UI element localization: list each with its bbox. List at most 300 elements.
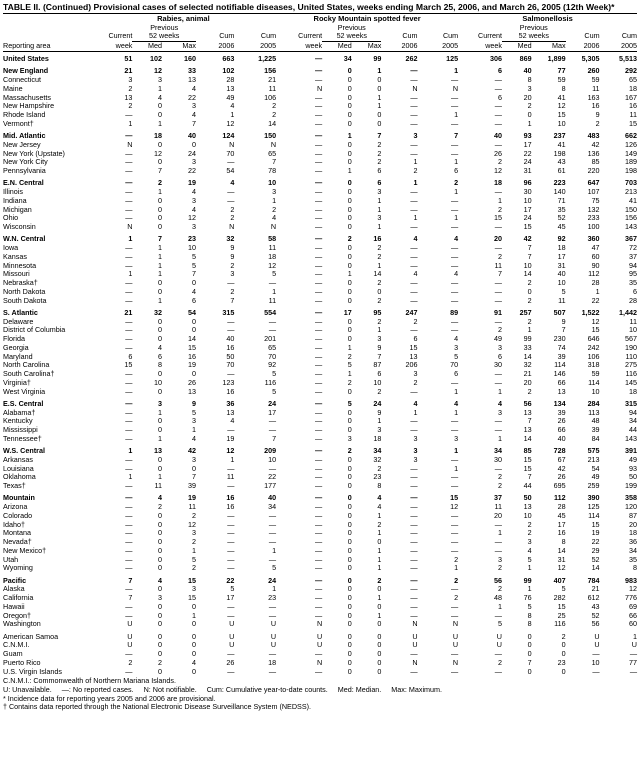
- cell-value: 2: [527, 101, 532, 111]
- cell-value: 292: [625, 66, 637, 76]
- cell-value: 2: [497, 472, 502, 482]
- cell-value: 0: [158, 204, 163, 214]
- cell-value: —: [494, 463, 502, 473]
- cell-value: 0: [192, 666, 196, 676]
- cell-value: 0: [192, 369, 196, 379]
- cell-value: 2: [413, 377, 418, 387]
- cell-value: 1: [527, 584, 532, 594]
- cell-value: 4: [454, 334, 459, 344]
- cell-value: 0: [527, 666, 532, 676]
- cell-value: 2: [128, 83, 133, 93]
- cell-value: 28: [226, 75, 235, 85]
- cell-value: —: [450, 545, 459, 555]
- cell-value: 85: [523, 446, 532, 456]
- cell-value: 1: [347, 342, 352, 352]
- cell-value: 1: [595, 286, 600, 296]
- cell-value: 30: [493, 454, 502, 464]
- cell-value: 106: [264, 92, 277, 102]
- cell-value: 8: [158, 360, 163, 370]
- cell-value: 3: [497, 407, 502, 417]
- cell-value: 1: [158, 295, 163, 305]
- cell-value: 1: [377, 510, 382, 520]
- cell-value: 143: [625, 433, 637, 443]
- cell-value: 6: [413, 334, 418, 344]
- year-2005-label: 2005: [234, 41, 276, 51]
- area-name: Alabama†: [3, 408, 36, 417]
- cell-value: 163: [587, 92, 600, 102]
- cell-value: 0: [158, 631, 163, 641]
- cell-value: —: [227, 316, 235, 326]
- cell-value: 22: [226, 575, 235, 585]
- cell-value: 2: [377, 575, 382, 585]
- cell-value: 0: [158, 519, 163, 529]
- cell-value: —: [314, 178, 323, 188]
- page: [3, 2, 637, 712]
- area-name: Alaska: [3, 585, 25, 594]
- cell-value: 1: [497, 601, 502, 611]
- cell-value: 360: [587, 234, 600, 244]
- cell-value: 12: [226, 118, 235, 128]
- area-name: New Jersey: [3, 140, 41, 149]
- cell-value: —: [314, 157, 323, 167]
- cell-value: 0: [347, 554, 352, 564]
- cell-value: 11: [558, 295, 566, 305]
- cell-value: —: [410, 666, 418, 676]
- cell-value: 29: [591, 545, 600, 555]
- cell-value: 1: [454, 110, 459, 120]
- cell-value: —: [410, 325, 418, 335]
- cell-value: 12: [226, 446, 235, 456]
- cell-value: 0: [158, 601, 163, 611]
- cell-value: 1,225: [258, 54, 277, 64]
- med-label: Med: [502, 41, 532, 51]
- cell-value: 20: [493, 234, 502, 244]
- cell-value: —: [268, 416, 277, 426]
- cell-value: 1: [377, 325, 382, 335]
- cell-value: 52: [591, 610, 600, 620]
- cell-value: 11: [188, 502, 196, 512]
- cell-value: 150: [625, 204, 637, 214]
- cell-value: 2: [230, 260, 235, 270]
- cell-value: 0: [377, 537, 382, 547]
- table-header: [3, 13, 637, 51]
- cell-value: 0: [347, 601, 352, 611]
- cell-value: 4: [192, 187, 196, 197]
- cell-value: 35: [557, 204, 566, 214]
- cell-value: U: [127, 619, 133, 629]
- cell-value: 11: [629, 110, 637, 120]
- year-2006-label: 2006: [566, 41, 600, 51]
- area-name: Mountain: [3, 494, 35, 503]
- cell-value: 22: [268, 472, 277, 482]
- cell-value: —: [314, 554, 323, 564]
- cell-value: U: [452, 631, 459, 641]
- footnote: * Incidence data for reporting years 2005 and 2006 are provisional.: [3, 693, 216, 703]
- cell-value: 12: [493, 166, 502, 176]
- cell-value: 15: [409, 342, 418, 352]
- cell-value: —: [227, 481, 235, 491]
- cell-value: —: [268, 537, 277, 547]
- cell-value: 2: [230, 213, 235, 223]
- cell-value: 0: [347, 619, 352, 629]
- cell-value: —: [125, 260, 133, 270]
- footnotes: [3, 677, 637, 712]
- cell-value: —: [125, 325, 133, 335]
- cell-value: 2: [454, 593, 459, 603]
- cell-value: 0: [158, 454, 163, 464]
- cell-value: 0: [192, 640, 196, 650]
- area-name: Idaho†: [3, 520, 25, 529]
- cell-value: 3: [377, 187, 382, 197]
- area-name: Arizona: [3, 503, 28, 512]
- cell-value: —: [314, 398, 323, 408]
- cell-value: 2: [413, 316, 418, 326]
- cell-value: 15: [591, 325, 600, 335]
- cell-value: 646: [587, 334, 600, 344]
- area-name: Guam: [3, 650, 23, 659]
- cell-value: 1: [454, 463, 459, 473]
- cell-value: —: [410, 92, 418, 102]
- cell-value: 16: [226, 502, 235, 512]
- cell-value: N: [127, 222, 133, 232]
- cell-value: —: [227, 187, 235, 197]
- cell-value: 7: [192, 269, 196, 279]
- cell-value: 2: [377, 243, 382, 253]
- cell-value: —: [125, 493, 133, 503]
- cell-value: —: [125, 178, 133, 188]
- cell-value: 41: [629, 195, 637, 205]
- cell-value: 23: [557, 657, 566, 667]
- cell-value: 91: [493, 307, 502, 317]
- cell-value: 31: [523, 166, 532, 176]
- cell-value: 0: [347, 657, 352, 667]
- cell-value: 1: [128, 472, 133, 482]
- cell-value: 42: [523, 234, 532, 244]
- cell-value: 0: [347, 510, 352, 520]
- cell-value: 4: [272, 213, 277, 223]
- week-label: week: [91, 41, 133, 51]
- cell-value: —: [125, 463, 133, 473]
- cell-value: 703: [625, 178, 637, 188]
- cell-value: 6: [158, 351, 163, 361]
- cell-value: 6: [454, 166, 459, 176]
- cell-value: —: [450, 584, 459, 594]
- cell-value: —: [125, 213, 133, 223]
- cell-value: 11: [154, 481, 163, 491]
- cell-value: N: [229, 222, 235, 232]
- table-row: [3, 167, 637, 176]
- cell-value: 282: [553, 593, 566, 603]
- cell-value: 233: [587, 213, 600, 223]
- cell-value: 95: [373, 307, 382, 317]
- cell-value: —: [450, 666, 459, 676]
- cell-value: 12: [629, 584, 637, 594]
- cell-value: —: [450, 148, 459, 158]
- cell-value: 30: [523, 187, 532, 197]
- cell-value: —: [494, 222, 502, 232]
- cell-value: —: [450, 610, 459, 620]
- cell-value: 1: [377, 66, 382, 76]
- cell-value: 40: [493, 131, 502, 141]
- cell-value: 25: [557, 610, 566, 620]
- cell-value: 15: [523, 222, 532, 232]
- current-label: Current: [108, 31, 133, 41]
- area-name: Ohio: [3, 214, 19, 223]
- cell-value: 61: [557, 166, 566, 176]
- cell-value: 7: [128, 575, 133, 585]
- cell-value: 1: [497, 433, 502, 443]
- cell-value: 34: [629, 416, 637, 426]
- cell-value: 11: [268, 243, 277, 253]
- cell-value: 2: [347, 446, 352, 456]
- cell-value: N: [270, 222, 277, 232]
- cell-value: 198: [625, 166, 637, 176]
- cell-value: 1: [128, 118, 133, 128]
- cell-value: 1: [272, 286, 277, 296]
- cell-value: 21: [124, 66, 133, 76]
- cell-value: —: [494, 316, 502, 326]
- cell-value: 0: [347, 195, 352, 205]
- cell-value: 0: [527, 631, 532, 641]
- cell-value: —: [227, 537, 235, 547]
- cell-value: 6: [377, 178, 382, 188]
- cell-value: 150: [264, 131, 277, 141]
- cell-value: —: [125, 584, 133, 594]
- cell-value: —: [314, 286, 323, 296]
- cell-value: 89: [450, 307, 459, 317]
- cell-value: 74: [557, 342, 566, 352]
- cell-value: 3: [454, 433, 459, 443]
- cell-value: 132: [587, 204, 600, 214]
- area-name: Delaware: [3, 317, 34, 326]
- cell-value: 8: [527, 619, 532, 629]
- cell-value: —: [227, 195, 235, 205]
- cell-value: 1: [128, 234, 133, 244]
- cell-value: 56: [523, 398, 532, 408]
- cell-value: 4: [192, 286, 196, 296]
- cell-value: —: [450, 416, 459, 426]
- cell-value: 0: [377, 631, 382, 641]
- cell-value: 2: [377, 157, 382, 167]
- cell-value: —: [125, 316, 133, 326]
- cell-value: 1: [158, 83, 163, 93]
- cell-value: U: [127, 640, 133, 650]
- cell-value: 7: [128, 593, 133, 603]
- cell-value: —: [314, 601, 323, 611]
- area-name: Wisconsin: [3, 223, 36, 232]
- cell-value: 65: [268, 148, 277, 158]
- cell-value: —: [314, 481, 323, 491]
- cell-value: 0: [347, 584, 352, 594]
- cell-value: 11: [494, 502, 502, 512]
- cell-value: 19: [188, 178, 196, 188]
- cell-value: 177: [264, 481, 277, 491]
- cell-value: 4: [527, 545, 532, 555]
- cell-value: —: [410, 610, 418, 620]
- cell-value: 2: [497, 157, 502, 167]
- cell-value: 24: [268, 398, 277, 408]
- cell-value: —: [125, 528, 133, 538]
- cell-value: 60: [629, 619, 637, 629]
- cell-value: 1: [497, 528, 502, 538]
- cell-value: 99: [523, 575, 532, 585]
- cell-value: —: [314, 204, 323, 214]
- cell-value: 12: [188, 519, 196, 529]
- year-2006-label: 2006: [381, 41, 417, 51]
- area-name: E.S. Central: [3, 399, 44, 408]
- cell-value: 0: [347, 610, 352, 620]
- cell-value: —: [450, 278, 459, 288]
- cell-value: 14: [188, 334, 196, 344]
- area-name: Washington: [3, 620, 41, 629]
- cell-value: 7: [527, 657, 532, 667]
- cell-value: —: [494, 139, 502, 149]
- cell-value: —: [314, 251, 323, 261]
- cell-value: 2: [272, 204, 277, 214]
- cell-value: 2: [230, 204, 235, 214]
- table-row: [3, 564, 637, 573]
- cell-value: 17: [226, 593, 235, 603]
- med-label: Med: [322, 41, 352, 51]
- cell-value: —: [314, 187, 323, 197]
- cell-value: —: [314, 584, 323, 594]
- cell-value: 4: [158, 493, 163, 503]
- cell-value: —: [125, 342, 133, 352]
- cell-value: 2: [497, 204, 502, 214]
- cell-value: 116: [264, 377, 277, 387]
- cell-value: 209: [264, 446, 277, 456]
- cell-value: 3: [158, 398, 163, 408]
- cell-value: 156: [264, 66, 277, 76]
- cell-value: 0: [347, 148, 352, 158]
- cell-value: 4: [230, 101, 235, 111]
- cell-value: 0: [347, 472, 352, 482]
- cell-value: 7: [158, 166, 163, 176]
- cell-value: 1: [527, 563, 532, 573]
- cell-value: —: [450, 295, 459, 305]
- cell-value: 36: [226, 398, 235, 408]
- cell-value: 2: [347, 234, 352, 244]
- cell-value: 66: [557, 425, 566, 435]
- weeks52-label: 52 weeks: [322, 32, 381, 41]
- cell-value: 26: [493, 148, 502, 158]
- cell-value: 4: [192, 83, 196, 93]
- cell-value: 17: [557, 251, 566, 261]
- max-label: Max: [352, 41, 382, 51]
- cell-value: 6: [128, 351, 133, 361]
- cell-value: 1: [497, 195, 502, 205]
- cell-value: —: [410, 463, 418, 473]
- cell-value: 5: [527, 554, 532, 564]
- cell-value: 0: [347, 83, 352, 93]
- cell-value: —: [410, 575, 418, 585]
- cell-value: 17: [523, 139, 532, 149]
- cell-value: 5: [497, 619, 502, 629]
- cell-value: 26: [188, 377, 196, 387]
- cell-value: 2: [454, 575, 459, 585]
- cell-value: 34: [629, 545, 637, 555]
- cell-value: 1,442: [619, 307, 637, 317]
- cell-value: —: [410, 222, 418, 232]
- cell-value: —: [450, 528, 459, 538]
- cell-value: 1: [158, 407, 163, 417]
- cell-value: 1: [377, 260, 382, 270]
- cell-value: 99: [523, 334, 532, 344]
- area-name: South Carolina†: [3, 370, 55, 379]
- cell-value: 6: [192, 295, 196, 305]
- cell-value: 8: [377, 481, 382, 491]
- cell-value: 40: [226, 334, 235, 344]
- cell-value: —: [125, 398, 133, 408]
- cell-value: 0: [347, 519, 352, 529]
- cell-value: 0: [347, 92, 352, 102]
- cell-value: 48: [493, 593, 502, 603]
- cell-value: U: [594, 640, 600, 650]
- cell-value: 23: [373, 472, 382, 482]
- cell-value: 13: [523, 425, 532, 435]
- cell-value: —: [410, 502, 418, 512]
- cell-value: 3: [413, 131, 418, 141]
- area-name: New York City: [3, 158, 48, 167]
- cell-value: 1: [454, 446, 459, 456]
- current-label: Current: [478, 31, 502, 41]
- cell-value: 9: [192, 398, 196, 408]
- cell-value: 2: [454, 178, 459, 188]
- cell-value: 2: [377, 463, 382, 473]
- cell-value: —: [125, 666, 133, 676]
- cell-value: —: [314, 92, 323, 102]
- cell-value: N: [452, 657, 459, 667]
- cell-value: 2: [128, 101, 133, 111]
- cell-value: 15: [629, 118, 637, 128]
- cell-value: —: [227, 545, 235, 555]
- cell-value: 2: [527, 295, 532, 305]
- cell-value: —: [125, 510, 133, 520]
- cell-value: —: [314, 433, 323, 443]
- cell-value: 1: [377, 545, 382, 555]
- cell-value: 35: [629, 278, 637, 288]
- area-name: Nebraska†: [3, 279, 38, 288]
- cell-value: 60: [591, 251, 600, 261]
- cell-value: 33: [188, 66, 196, 76]
- cell-value: —: [410, 110, 418, 120]
- cell-value: 10: [154, 377, 163, 387]
- cell-value: 95: [629, 269, 637, 279]
- cell-value: 1: [230, 110, 235, 120]
- cell-value: 0: [347, 502, 352, 512]
- cell-value: 0: [192, 601, 196, 611]
- cell-value: 17: [557, 519, 566, 529]
- cell-value: 39: [557, 407, 566, 417]
- cell-value: —: [410, 251, 418, 261]
- cell-value: 20: [629, 519, 637, 529]
- cell-value: 16: [373, 234, 382, 244]
- cell-value: 2: [128, 657, 133, 667]
- cell-value: —: [314, 131, 323, 141]
- cell-value: 3: [527, 537, 532, 547]
- weeks52-label: 52 weeks: [502, 32, 566, 41]
- cell-value: 15: [591, 519, 600, 529]
- cell-value: —: [410, 593, 418, 603]
- cell-value: 112: [553, 493, 566, 503]
- cell-value: 275: [625, 360, 637, 370]
- current-label: Current: [298, 31, 323, 41]
- cell-value: 1: [454, 407, 459, 417]
- cell-value: 1: [377, 610, 382, 620]
- cell-value: —: [314, 351, 323, 361]
- cell-value: 5: [230, 584, 235, 594]
- cell-value: 2: [377, 519, 382, 529]
